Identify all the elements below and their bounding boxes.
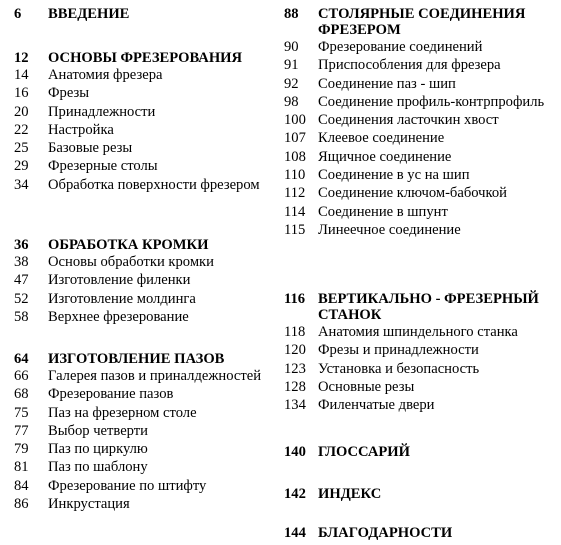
toc-section: [14, 6, 272, 22]
section-page-number: 116: [284, 291, 306, 307]
entry-title: Фрезерование соединений: [318, 39, 483, 55]
toc-section: [284, 444, 554, 460]
toc-entry: [284, 396, 554, 414]
toc-entry: [14, 157, 272, 175]
toc-entry: [284, 184, 554, 202]
toc-section: [14, 237, 272, 326]
toc-entry: [284, 56, 554, 74]
entry-page-number: 38: [14, 254, 29, 270]
toc-section-heading: [14, 237, 272, 253]
section-title: ОБРАБОТКА КРОМКИ: [48, 237, 209, 253]
toc-section-heading: [284, 6, 554, 38]
entry-page-number: 110: [284, 167, 306, 184]
toc-section-heading: [284, 444, 554, 460]
entry-title: Изготовление молдинга: [48, 290, 196, 307]
entry-title: Основные резы: [318, 378, 415, 395]
entry-title: Выбор четверти: [48, 422, 148, 439]
entry-title: Клеевое соединение: [318, 130, 445, 147]
entry-title: Инкрустация: [48, 496, 130, 513]
section-page-number: 88: [284, 6, 299, 22]
toc-section: [284, 291, 554, 414]
section-title: БЛАГОДАРНОСТИ: [318, 525, 453, 541]
toc-entry: [14, 84, 272, 102]
toc-entry: [14, 458, 272, 476]
entry-page-number: 47: [14, 272, 29, 289]
section-page-number: 64: [14, 351, 29, 367]
toc-entry: [284, 360, 554, 378]
entry-page-number: 22: [14, 121, 29, 138]
entry-title: Паз по шаблону: [48, 459, 148, 476]
section-title: ИЗГОТОВЛЕНИЕ ПАЗОВ: [48, 351, 225, 367]
toc-entry: [284, 75, 554, 93]
entry-page-number: 120: [284, 342, 306, 359]
entry-page-number: 123: [284, 360, 306, 377]
entry-page-number: 100: [284, 112, 306, 129]
entry-title: Соединение в ус на шип: [318, 167, 470, 184]
toc-entry: [284, 38, 554, 56]
toc-entry: [284, 341, 554, 359]
toc-entry: [14, 404, 272, 422]
entry-title: Соединение ключом-бабочкой: [318, 185, 507, 202]
entry-title: Соединение паз - шип: [318, 75, 456, 92]
toc-section-heading: [284, 486, 554, 502]
toc-entry: [14, 66, 272, 84]
entry-title: Соединение в шпунт: [318, 203, 448, 220]
entry-title: Основы обработки кромки: [48, 254, 214, 270]
entry-title: Установка и безопасность: [318, 360, 480, 377]
entry-page-number: 81: [14, 459, 29, 476]
toc-section-heading: [284, 525, 554, 541]
entry-title: Верхнее фрезерование: [48, 308, 189, 325]
toc-entry: [14, 121, 272, 139]
section-title: ГЛОССАРИЙ: [318, 444, 410, 460]
section-title: ИНДЕКС: [318, 486, 382, 502]
entry-page-number: 79: [14, 441, 29, 458]
toc-entry: [284, 93, 554, 111]
entry-title: Приспособления для фрезера: [318, 57, 501, 74]
entry-title: Обработка поверхности фрезером: [48, 176, 260, 193]
entry-page-number: 86: [14, 496, 29, 513]
entry-page-number: 77: [14, 422, 29, 439]
entry-title: Базовые резы: [48, 140, 133, 157]
section-page-number: 6: [14, 6, 22, 22]
entry-title: Анатомия шпиндельного станка: [318, 324, 518, 340]
entry-title: Паз на фрезерном столе: [48, 404, 197, 421]
toc-entry: [14, 290, 272, 308]
entry-page-number: 112: [284, 185, 306, 202]
entry-page-number: 16: [14, 85, 29, 102]
entry-page-number: 29: [14, 158, 29, 175]
section-page-number: 36: [14, 237, 29, 253]
section-page-number: 12: [14, 50, 29, 66]
toc-section: [284, 525, 554, 541]
section-title: ВВЕДЕНИЕ: [48, 6, 130, 22]
entry-page-number: 66: [14, 368, 29, 384]
section-page-number: 140: [284, 444, 306, 460]
section-title: ОСНОВЫ ФРЕЗЕРОВАНИЯ: [48, 50, 243, 66]
section-title: СТОЛЯРНЫЕ СОЕДИНЕНИЯ ФРЕЗЕРОМ: [318, 6, 526, 38]
toc-section: [14, 351, 272, 513]
toc-entry: [284, 166, 554, 184]
entry-page-number: 90: [284, 39, 299, 55]
entry-title: Анатомия фрезера: [48, 67, 163, 83]
toc-entry: [14, 176, 272, 194]
entry-title: Паз по циркулю: [48, 441, 148, 458]
toc-section: [284, 486, 554, 502]
toc-entry: [284, 378, 554, 396]
toc-section-heading: [14, 351, 272, 367]
entry-page-number: 134: [284, 397, 306, 414]
entry-page-number: 92: [284, 75, 299, 92]
entry-title: Линеечное соединение: [318, 221, 461, 238]
entry-title: Изготовление филенки: [48, 272, 191, 289]
entry-page-number: 14: [14, 67, 29, 83]
toc-entry: [14, 367, 272, 385]
toc-entry: [14, 308, 272, 326]
entry-page-number: 91: [284, 57, 299, 74]
toc-entry: [284, 221, 554, 239]
entry-page-number: 114: [284, 203, 306, 220]
entry-page-number: 25: [14, 140, 29, 157]
entry-title: Ящичное соединение: [318, 148, 452, 165]
entry-page-number: 107: [284, 130, 306, 147]
entry-page-number: 118: [284, 324, 306, 340]
entry-page-number: 58: [14, 308, 29, 325]
entry-page-number: 20: [14, 103, 29, 120]
toc-entry: [14, 495, 272, 513]
toc-entry: [284, 148, 554, 166]
entry-page-number: 68: [14, 386, 29, 403]
entry-title: Фрезерные столы: [48, 158, 158, 175]
toc-entry: [14, 139, 272, 157]
entry-title: Фрезерование пазов: [48, 386, 174, 403]
entry-page-number: 128: [284, 378, 306, 395]
entry-page-number: 108: [284, 148, 306, 165]
entry-page-number: 115: [284, 221, 306, 238]
section-page-number: 144: [284, 525, 306, 541]
entry-title: Настройка: [48, 121, 114, 138]
entry-page-number: 75: [14, 404, 29, 421]
entry-title: Фрезы и принадлежности: [318, 342, 479, 359]
toc-entry: [14, 422, 272, 440]
toc-entry: [14, 253, 272, 271]
toc-entry: [14, 385, 272, 403]
entry-page-number: 34: [14, 176, 29, 193]
entry-page-number: 98: [284, 93, 299, 110]
toc-section-heading: [14, 50, 272, 66]
toc-entry: [14, 477, 272, 495]
entry-title: Фрезерование по штифту: [48, 477, 207, 494]
entry-title: Галерея пазов и приналдежностей: [48, 368, 262, 384]
entry-title: Принадлежности: [48, 103, 156, 120]
toc-entry: [284, 203, 554, 221]
toc-entry: [14, 103, 272, 121]
toc-entry: [14, 440, 272, 458]
toc-entry: [284, 111, 554, 129]
entry-page-number: 52: [14, 290, 29, 307]
toc-section-heading: [284, 291, 554, 323]
entry-title: Фрезы: [48, 85, 90, 102]
toc-section: [14, 50, 272, 194]
section-page-number: 142: [284, 486, 306, 502]
entry-title: Филенчатые двери: [318, 397, 435, 414]
toc-entry: [284, 129, 554, 147]
entry-title: Соединение профиль-контрпрофиль: [318, 93, 545, 110]
section-title: ВЕРТИКАЛЬНО - ФРЕЗЕРНЫЙ СТАНОК: [318, 291, 539, 323]
entry-page-number: 84: [14, 477, 29, 494]
toc-entry: [284, 323, 554, 341]
entry-title: Соединения ласточкин хвост: [318, 112, 499, 129]
toc-entry: [14, 271, 272, 289]
toc-section-heading: [14, 6, 272, 22]
toc-section: [284, 6, 554, 239]
